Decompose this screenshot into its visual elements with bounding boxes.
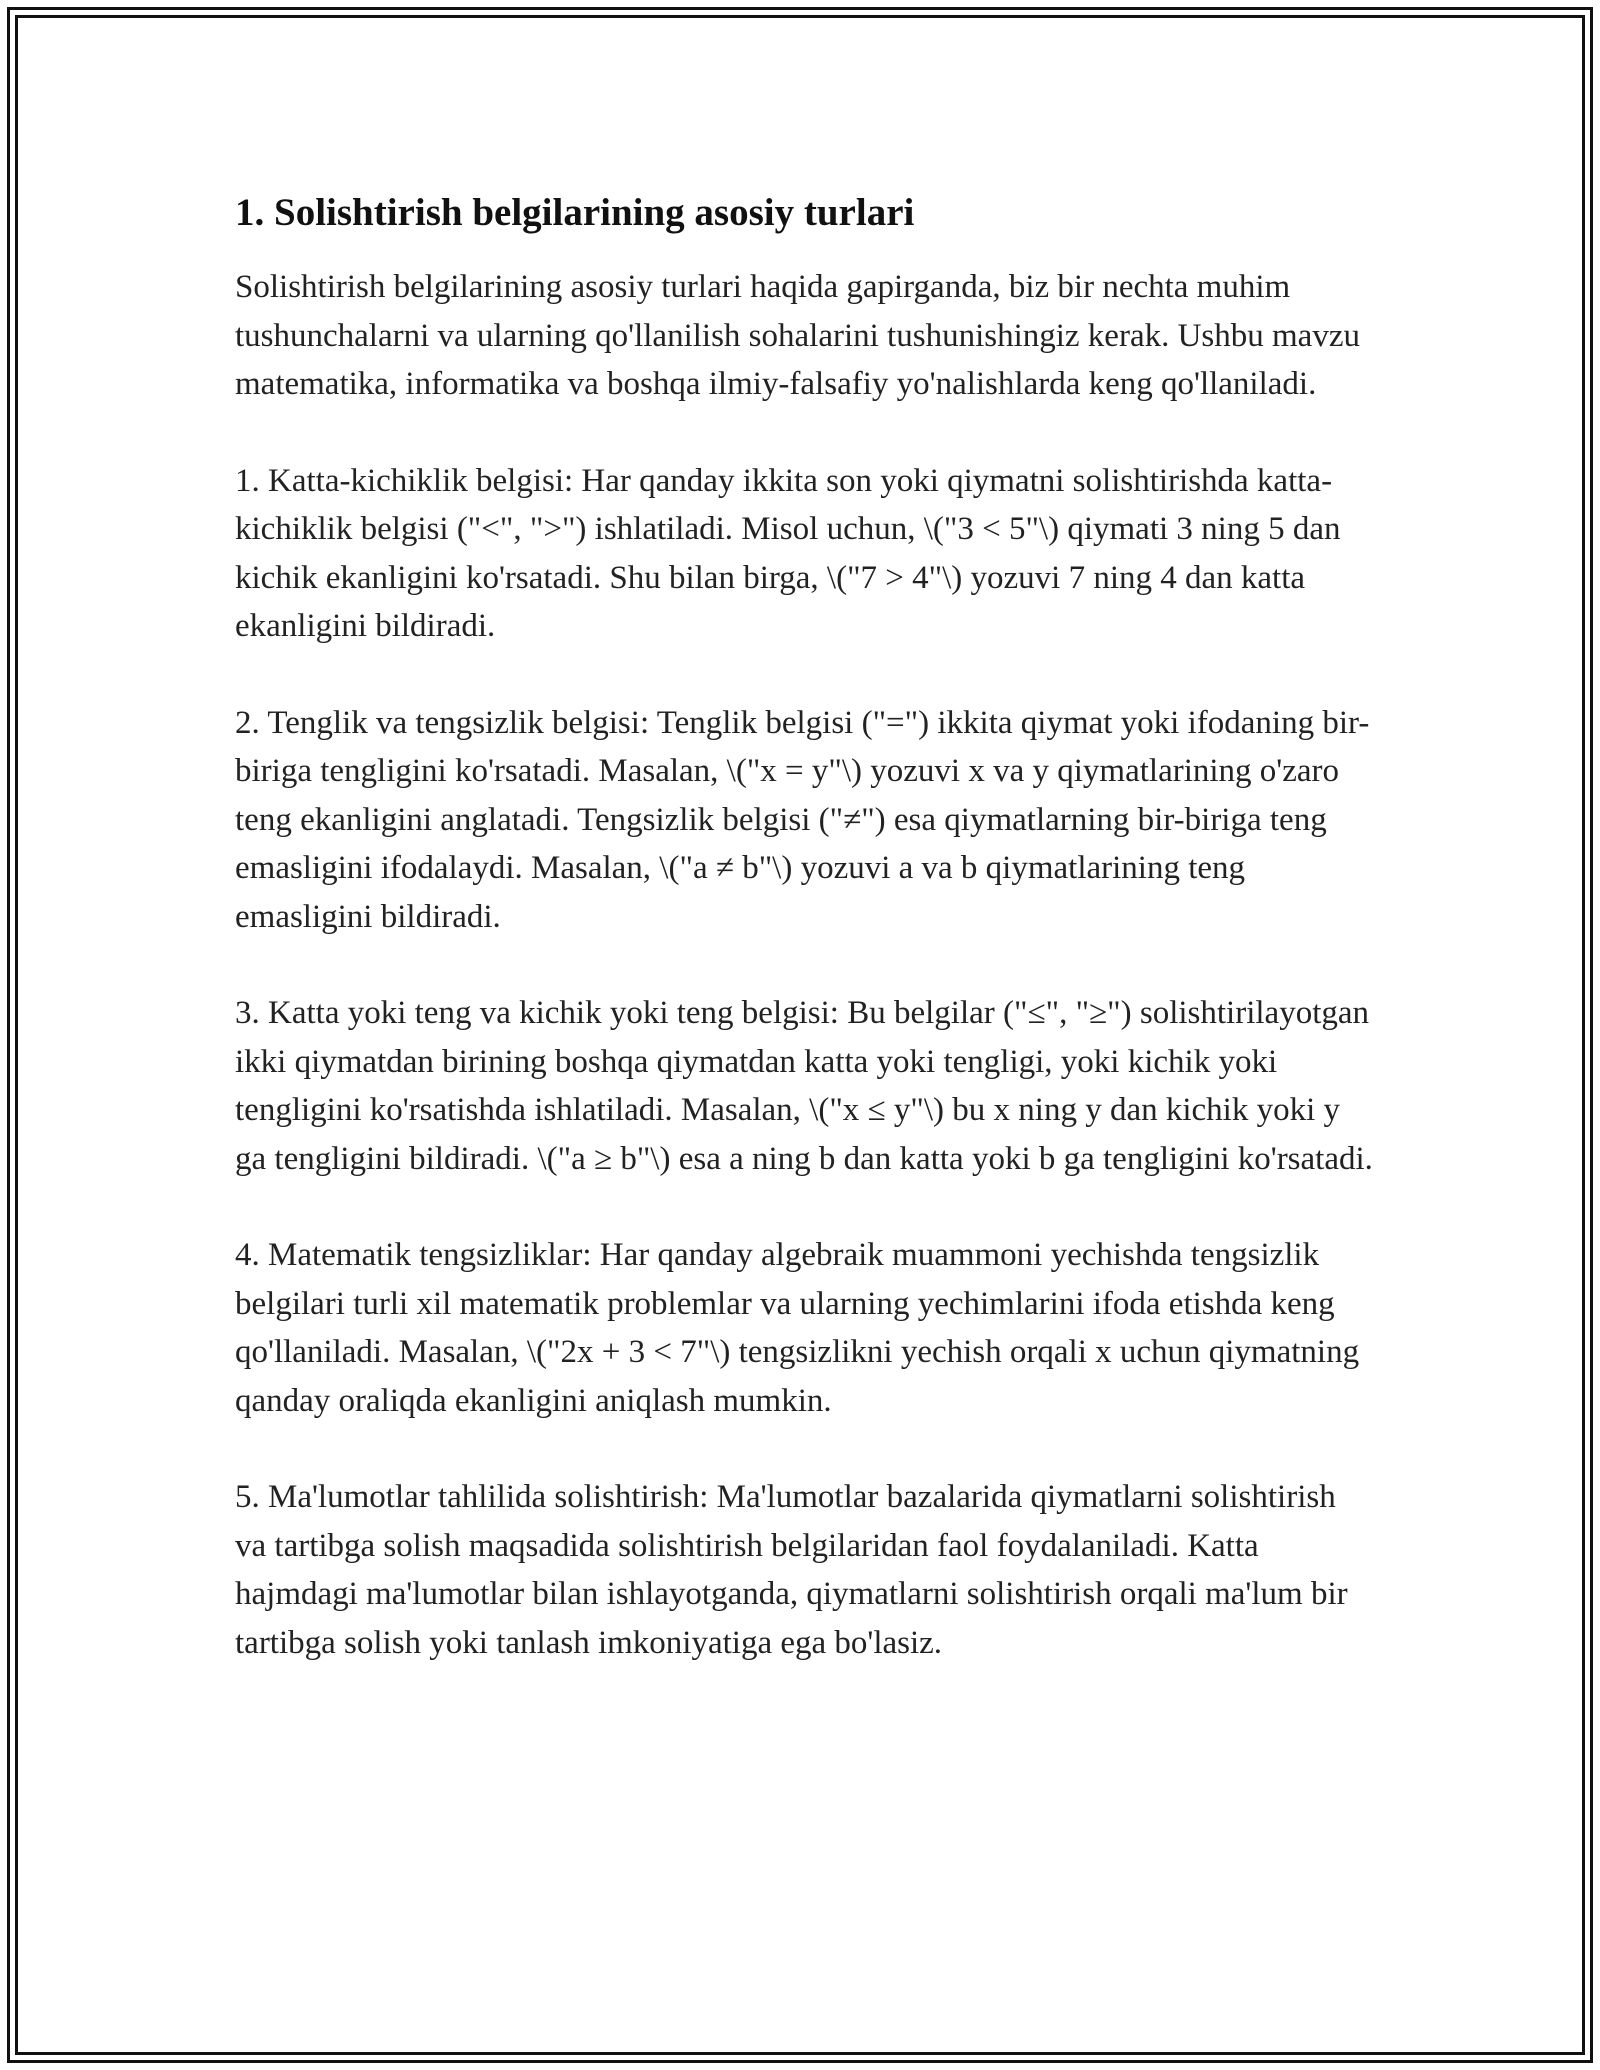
section-heading: 1. Solishtirish belgilarining asosiy turlari bbox=[235, 191, 915, 234]
intro-paragraph: Solishtirish belgilarining asosiy turlari haqida gapirganda, biz bir nechta muhim tushunchalarni va ularning qo'llanilish sohalarini tushunishingiz kerak. Ushbu mavzu matematika, informatika va boshqa ilmiy-falsafiy yo'nalishlarda keng qo'llaniladi. bbox=[235, 269, 1360, 402]
paragraph-data-analysis: 5. Ma'lumotlar tahlilida solishtirish: Ma'lumotlar bazalarida qiymatlarni solishtirish va tartibga solish maqsadida solishtirish belgilaridan faol foydalaniladi. Katta hajmdagi ma'lumotlar bilan ishlayotganda, qiymatlarni solishtirish orqali ma'lum bir tartibga solish yoki tanlash imkoniyatiga ega bo'lasiz. bbox=[235, 1479, 1348, 1661]
document-body bbox=[235, 185, 1375, 1715]
paragraph-equality-sign: 2. Tenglik va tengsizlik belgisi: Tenglik belgisi ("=") ikkita qiymat yoki ifodaning bir-biriga tengligini ko'rsatadi. Masalan, \("x = y"\) yozuvi x va y qiymatlarining o'zaro teng ekanligini anglatadi. Tengsizlik belgisi ("≠") esa qiymatlarning bir-biriga teng emasligini ifodalaydi. Masalan, \("a ≠ b"\) yozuvi a va b qiymatlarining teng emasligini bildiradi. bbox=[235, 704, 1370, 935]
paragraph-inequality-or-equal-sign: 3. Katta yoki teng va kichik yoki teng belgisi: Bu belgilar ("≤", "≥") solishtirilayotgan ikki qiymatdan birining boshqa qiymatdan katta yoki tengligi, yoki kichik yoki tengligini ko'rsatishda ishlatiladi. Masalan, \("x ≤ y"\) bu x ning y dan kichik yoki y ga tengligini bildiradi. \("a ≥ b"\) esa a ning b dan katta yoki b ga tengligini ko'rsatadi. bbox=[235, 995, 1373, 1177]
paragraph-math-inequalities: 4. Matematik tengsizliklar: Har qanday algebraik muammoni yechishda tengsizlik belgilari turli xil matematik problemlar va ularning yechimlarini ifoda etishda keng qo'llaniladi. Masalan, \("2x + 3 < 7"\) tengsizlikni yechish orqali x uchun qiymatning qanday oraliqda ekanligini aniqlash mumkin. bbox=[235, 1237, 1360, 1419]
paragraph-comparison-sign: 1. Katta-kichiklik belgisi: Har qanday ikkita son yoki qiymatni solishtirishda katta-kichiklik belgisi ("<", ">") ishlatiladi. Misol uchun, \("3 < 5"\) qiymati 3 ning 5 dan kichik ekanligini ko'rsatadi. Shu bilan birga, \("7 > 4"\) yozuvi 7 ning 4 dan katta ekanligini bildiradi. bbox=[235, 462, 1341, 644]
